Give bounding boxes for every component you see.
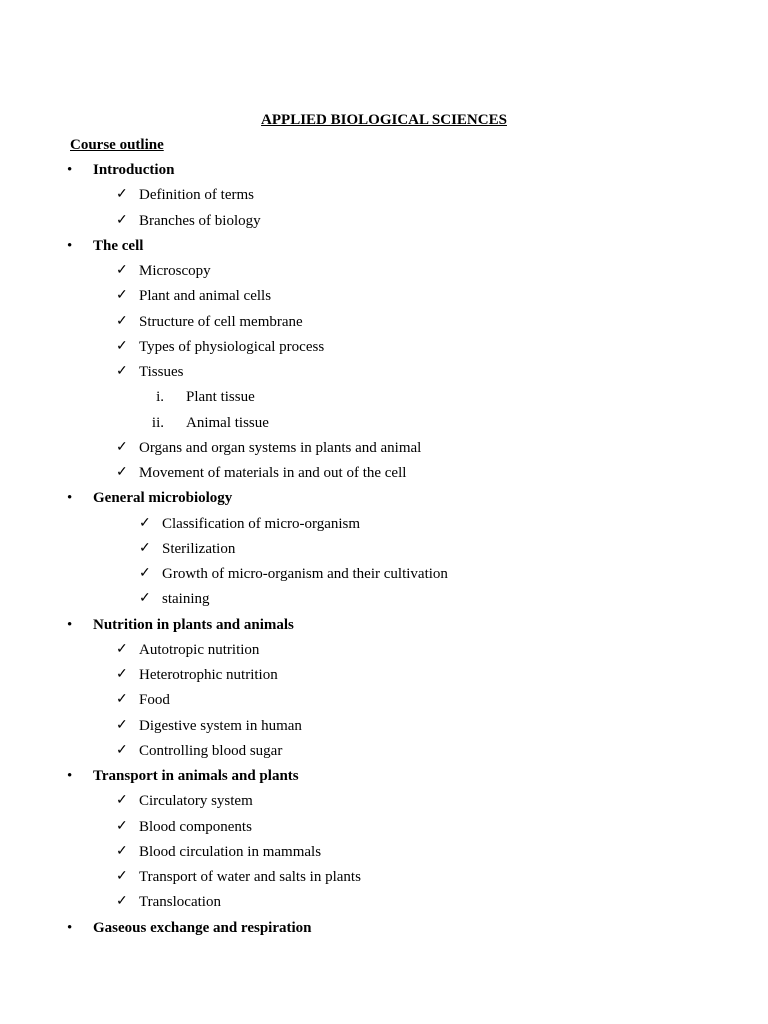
outline-item-label: Translocation [139, 894, 221, 911]
check-icon: ✓ [116, 869, 128, 884]
outline-item-label: Classification of micro-organism [162, 515, 361, 532]
outline-item-label: Blood circulation in mammals [139, 843, 322, 860]
check-icon: ✓ [116, 793, 128, 809]
check-icon: ✓ [116, 338, 128, 354]
bullet-icon: • [67, 237, 73, 254]
outline-section-label: The cell [93, 237, 144, 254]
check-icon: ✓ [116, 465, 128, 480]
bullet-icon: • [67, 768, 73, 784]
outline-item-label: Growth of micro-organism and their cultivation [162, 566, 448, 582]
outline-item-label: Microscopy [139, 263, 211, 279]
outline-item-label: Definition of terms [139, 187, 254, 204]
check-icon: ✓ [116, 187, 128, 203]
check-icon: ✓ [116, 894, 128, 910]
check-icon: ✓ [116, 212, 128, 228]
outline-item-label: Blood components [139, 818, 252, 835]
outline-subitem-label: Plant tissue [186, 389, 255, 406]
check-icon: ✓ [116, 818, 128, 834]
outline-item-label: Tissues [139, 364, 184, 380]
check-icon: ✓ [139, 540, 151, 556]
outline-item-label: Transport of water and salts in plants [139, 869, 361, 885]
document-title: APPLIED BIOLOGICAL SCIENCES [261, 112, 507, 128]
outline-section-label: Gaseous exchange and respiration [93, 919, 312, 936]
roman-numeral-marker: ii. [151, 414, 164, 431]
outline-item-label: Sterilization [162, 540, 236, 557]
bullet-icon: • [67, 919, 73, 936]
check-icon: ✓ [116, 439, 128, 455]
course-outline-heading: Course outline [70, 137, 164, 153]
outline-item-label: Movement of materials in and out of the cell [139, 465, 407, 481]
outline-item-label: Food [139, 692, 170, 709]
outline-item-label: Plant and animal cells [139, 288, 272, 305]
outline-item-label: staining [162, 591, 210, 608]
bullet-icon: • [67, 616, 73, 633]
outline-section-label: Introduction [93, 162, 175, 178]
check-icon: ✓ [139, 515, 151, 531]
check-icon: ✓ [116, 742, 128, 758]
outline-item-label: Branches of biology [139, 212, 261, 229]
outline-section-label: Transport in animals and plants [93, 768, 299, 784]
outline-subitem-label: Animal tissue [186, 414, 269, 431]
check-icon: ✓ [116, 288, 128, 304]
check-icon: ✓ [116, 313, 128, 329]
outline-section-label: General microbiology [93, 490, 233, 507]
check-icon: ✓ [116, 667, 128, 682]
check-icon: ✓ [116, 717, 128, 733]
outline-section-label: Nutrition in plants and animals [93, 616, 294, 633]
outline-item-label: Organs and organ systems in plants and animal [139, 439, 422, 456]
outline-item-label: Autotropic nutrition [139, 641, 260, 658]
check-icon: ✓ [116, 843, 128, 859]
outline-item-label: Heterotrophic nutrition [139, 667, 278, 683]
roman-numeral-marker: i. [156, 389, 164, 406]
bullet-icon: • [67, 162, 73, 178]
outline-item-label: Types of physiological process [139, 338, 325, 355]
outline-item-label: Circulatory system [139, 793, 253, 810]
check-icon: ✓ [116, 263, 128, 278]
outline-item-label: Structure of cell membrane [139, 313, 303, 330]
check-icon: ✓ [116, 641, 128, 657]
check-icon: ✓ [139, 566, 151, 581]
check-icon: ✓ [116, 692, 128, 708]
bullet-icon: • [67, 490, 73, 507]
outline-item-label: Digestive system in human [139, 717, 302, 734]
check-icon: ✓ [139, 591, 151, 607]
outline-item-label: Controlling blood sugar [139, 742, 283, 759]
check-icon: ✓ [116, 364, 128, 379]
